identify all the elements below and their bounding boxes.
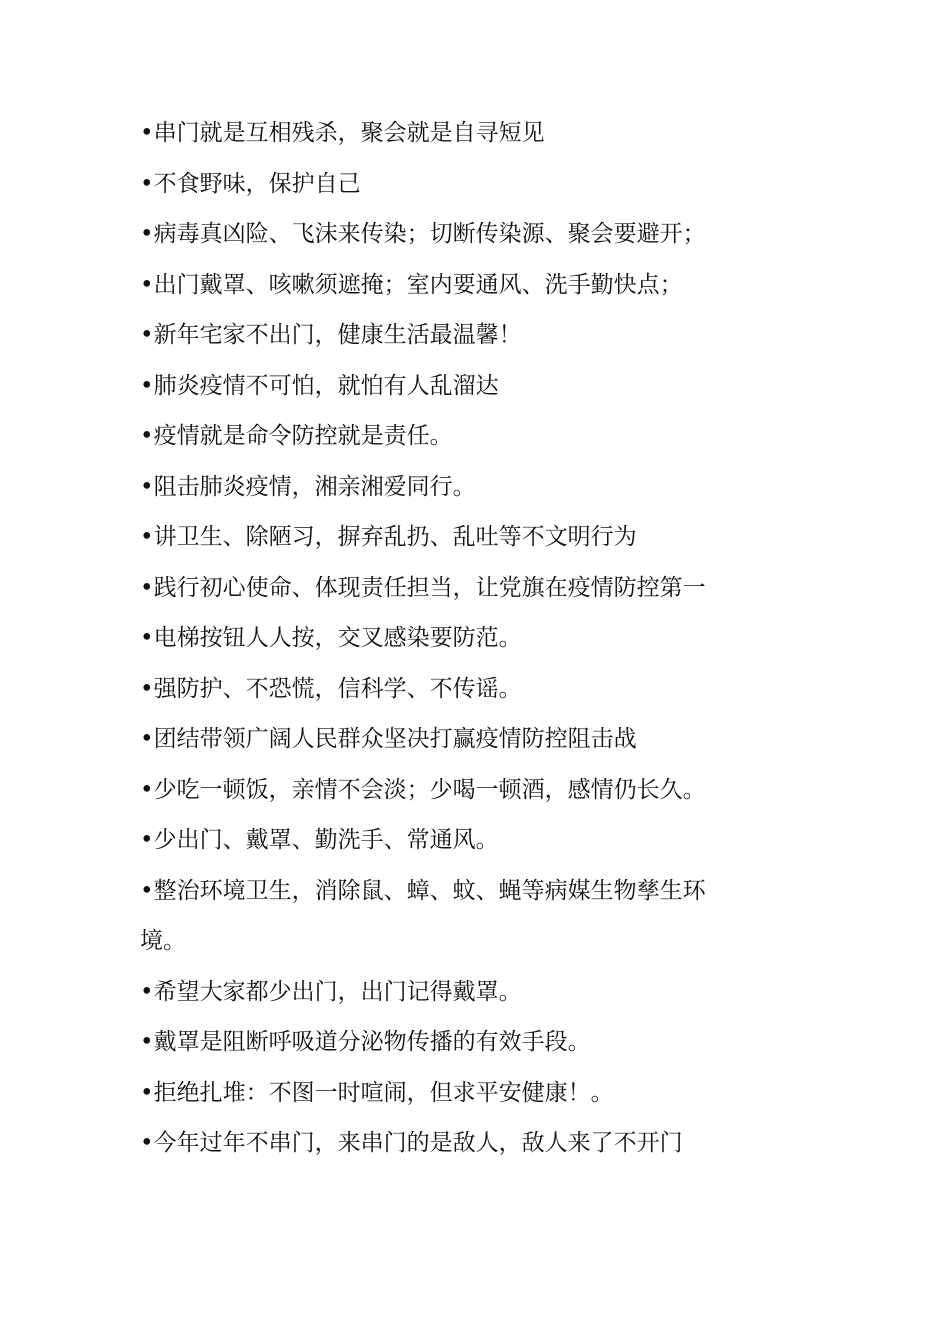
bullet-icon: • [140,726,154,752]
slogan-text: 拒绝扎堆：不图一时喧闹，但求平安健康！。 [153,1079,614,1106]
bullet-icon: • [140,524,154,550]
slogan-text: 疫情就是命令防控就是责任。 [153,423,453,449]
slogan-item [140,1118,750,1169]
bullet-icon: • [140,827,154,853]
bullet-icon: • [140,120,154,146]
slogan-text: 肺炎疫情不可怕，就怕有人乱溜达 [153,372,499,399]
slogan-text: 讲卫生、除陋习，摒弃乱扔、乱吐等不文明行为 [153,524,637,550]
slogan-text: 串门就是互相残杀，聚会就是自寻短见 [153,120,545,146]
slogan-item [140,765,750,816]
slogan-text: 强防护、不恐慌，信科学、不传谣。 [153,675,522,702]
bullet-icon: • [140,1029,154,1055]
slogan-item [140,866,750,967]
slogan-item [140,462,750,513]
slogan-item [140,664,750,715]
slogan-item [140,613,750,664]
bullet-icon: • [140,372,154,399]
bullet-icon: • [140,675,154,702]
bullet-icon: • [140,1130,154,1156]
slogan-text: 团结带领广阔人民群众坚决打赢疫情防控阻击战 [153,726,637,752]
bullet-icon: • [140,473,154,500]
bullet-icon: • [140,978,154,1005]
slogan-item [140,108,750,159]
slogan-item [140,815,750,866]
bullet-icon: • [140,1079,154,1106]
bullet-icon: • [140,271,154,298]
slogan-list [140,108,750,1169]
slogan-item [140,310,750,361]
bullet-icon: • [140,877,154,904]
slogan-text: 电梯按钮人人按，交叉感染要防范。 [153,625,522,651]
slogan-item [140,1068,750,1119]
slogan-item [140,361,750,412]
slogan-text: 出门戴罩、咳嗽须遮掩；室内要通风、洗手勤快点； [153,271,683,298]
slogan-item [140,159,750,210]
slogan-text: 新年宅家不出门，健康生活最温馨！ [153,322,522,348]
bullet-icon: • [140,776,154,803]
slogan-text: 希望大家都少出门，出门记得戴罩。 [153,978,522,1005]
slogan-item [140,714,750,765]
slogan-text: 阻击肺炎疫情，湘亲湘爱同行。 [153,473,476,500]
slogan-text: 今年过年不串门，来串门的是敌人，敌人来了不开门 [153,1130,683,1156]
slogan-text: 整治环境卫生，消除鼠、蟑、蚊、蝇等病媒生物孳生环境。 [140,877,706,954]
bullet-icon: • [140,625,154,651]
slogan-item [140,1017,750,1068]
slogan-text: 践行初心使命、体现责任担当，让党旗在疫情防控第一 [153,574,706,601]
slogan-item [140,512,750,563]
slogan-text: 不食野味，保护自己 [153,170,361,197]
slogan-text: 少吃一顿饭，亲情不会淡；少喝一顿酒，感情仍长久。 [153,776,706,803]
slogan-text: 少出门、戴罩、勤洗手、常通风。 [153,827,499,853]
bullet-icon: • [140,221,154,247]
bullet-icon: • [140,574,154,601]
bullet-icon: • [140,423,154,449]
slogan-item [140,967,750,1018]
bullet-icon: • [140,170,154,197]
bullet-icon: • [140,322,154,348]
slogan-item [140,411,750,462]
slogan-item [140,260,750,311]
slogan-text: 病毒真凶险、飞沫来传染；切断传染源、聚会要避开； [153,221,706,247]
slogan-text: 戴罩是阻断呼吸道分泌物传播的有效手段。 [153,1029,591,1055]
slogan-item [140,563,750,614]
slogan-item [140,209,750,260]
